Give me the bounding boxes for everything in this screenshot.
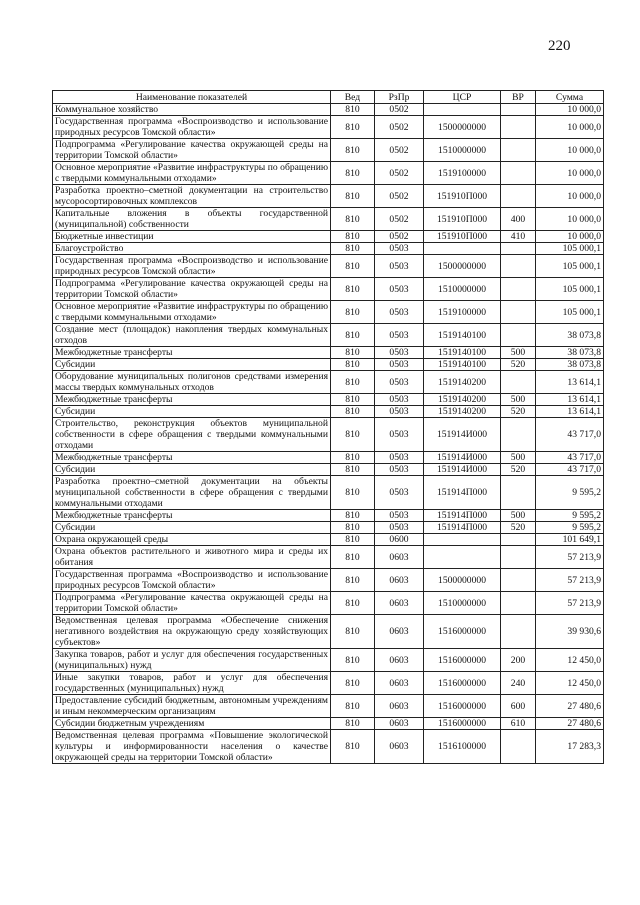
row-name-cell: Капитальные вложения в объекты государственной (муниципальной) собственности <box>53 208 331 231</box>
row-name-cell: Коммунальное хозяйство <box>53 104 331 116</box>
row-vr-cell: 500 <box>501 347 536 359</box>
row-vr-cell <box>501 104 536 116</box>
row-sum-cell: 12 450,0 <box>536 649 604 672</box>
row-vr-cell <box>501 546 536 569</box>
table-row <box>53 185 604 208</box>
row-csr-cell: 1516000000 <box>424 672 501 695</box>
row-vr-cell <box>501 301 536 324</box>
row-sum-cell: 27 480,6 <box>536 695 604 718</box>
table-row <box>53 730 604 764</box>
row-name-cell: Государственная программа «Воспроизводство и использование природных ресурсов Томской области» <box>53 569 331 592</box>
table-row <box>53 208 604 231</box>
row-rzpr-cell: 0502 <box>375 139 424 162</box>
row-ved-cell: 810 <box>331 406 375 418</box>
row-name-cell: Субсидии <box>53 406 331 418</box>
row-vr-cell: 400 <box>501 208 536 231</box>
row-sum-cell: 101 649,1 <box>536 534 604 546</box>
row-ved-cell: 810 <box>331 569 375 592</box>
row-vr-cell: 410 <box>501 231 536 243</box>
table-body <box>53 104 604 764</box>
row-vr-cell <box>501 243 536 255</box>
page-number: 220 <box>548 38 571 54</box>
row-rzpr-cell: 0503 <box>375 255 424 278</box>
row-ved-cell: 810 <box>331 510 375 522</box>
row-csr-cell: 151914И000 <box>424 452 501 464</box>
row-csr-cell <box>424 546 501 569</box>
row-vr-cell: 520 <box>501 522 536 534</box>
row-ved-cell: 810 <box>331 476 375 510</box>
row-ved-cell: 810 <box>331 546 375 569</box>
row-ved-cell: 810 <box>331 359 375 371</box>
row-vr-cell <box>501 255 536 278</box>
row-rzpr-cell: 0603 <box>375 569 424 592</box>
row-csr-cell <box>424 534 501 546</box>
row-name-cell: Подпрограмма «Регулирование качества окружающей среды на территории Томской области» <box>53 139 331 162</box>
row-sum-cell: 10 000,0 <box>536 104 604 116</box>
row-rzpr-cell: 0503 <box>375 464 424 476</box>
table-row <box>53 718 604 730</box>
table-row <box>53 324 604 347</box>
row-rzpr-cell: 0503 <box>375 522 424 534</box>
row-name-cell: Бюджетные инвестиции <box>53 231 331 243</box>
row-rzpr-cell: 0502 <box>375 116 424 139</box>
row-rzpr-cell: 0603 <box>375 718 424 730</box>
row-rzpr-cell: 0503 <box>375 347 424 359</box>
row-rzpr-cell: 0503 <box>375 394 424 406</box>
row-ved-cell: 810 <box>331 452 375 464</box>
row-csr-cell: 1519140100 <box>424 359 501 371</box>
row-ved-cell: 810 <box>331 649 375 672</box>
row-ved-cell: 810 <box>331 615 375 649</box>
row-csr-cell: 1519100000 <box>424 301 501 324</box>
row-sum-cell: 43 717,0 <box>536 418 604 452</box>
row-sum-cell: 57 213,9 <box>536 546 604 569</box>
row-rzpr-cell: 0503 <box>375 418 424 452</box>
row-rzpr-cell: 0603 <box>375 672 424 695</box>
row-vr-cell <box>501 278 536 301</box>
row-csr-cell: 1500000000 <box>424 116 501 139</box>
row-csr-cell: 1516000000 <box>424 695 501 718</box>
row-vr-cell: 610 <box>501 718 536 730</box>
table-row <box>53 510 604 522</box>
row-vr-cell: 520 <box>501 359 536 371</box>
row-ved-cell: 810 <box>331 371 375 394</box>
row-ved-cell: 810 <box>331 255 375 278</box>
row-rzpr-cell: 0502 <box>375 185 424 208</box>
row-ved-cell: 810 <box>331 718 375 730</box>
row-rzpr-cell: 0502 <box>375 231 424 243</box>
row-sum-cell: 13 614,1 <box>536 394 604 406</box>
row-vr-cell <box>501 139 536 162</box>
row-ved-cell: 810 <box>331 116 375 139</box>
row-csr-cell: 1500000000 <box>424 569 501 592</box>
row-sum-cell: 10 000,0 <box>536 116 604 139</box>
row-sum-cell: 12 450,0 <box>536 672 604 695</box>
row-name-cell: Закупка товаров, работ и услуг для обеспечения государственных (муниципальных) нужд <box>53 649 331 672</box>
row-sum-cell: 43 717,0 <box>536 464 604 476</box>
row-name-cell: Основное мероприятие «Развитие инфраструктуры по обращению с твердыми коммунальными отходами» <box>53 301 331 324</box>
row-rzpr-cell: 0503 <box>375 406 424 418</box>
table-row <box>53 162 604 185</box>
row-rzpr-cell: 0502 <box>375 104 424 116</box>
table-row <box>53 546 604 569</box>
row-ved-cell: 810 <box>331 394 375 406</box>
row-sum-cell: 43 717,0 <box>536 452 604 464</box>
row-sum-cell: 9 595,2 <box>536 476 604 510</box>
row-csr-cell: 1519140200 <box>424 406 501 418</box>
row-ved-cell: 810 <box>331 695 375 718</box>
row-csr-cell: 151910П000 <box>424 231 501 243</box>
row-rzpr-cell: 0603 <box>375 649 424 672</box>
table-row <box>53 452 604 464</box>
row-rzpr-cell: 0503 <box>375 452 424 464</box>
row-vr-cell: 240 <box>501 672 536 695</box>
row-rzpr-cell: 0600 <box>375 534 424 546</box>
row-name-cell: Подпрограмма «Регулирование качества окружающей среды на территории Томской области» <box>53 278 331 301</box>
row-sum-cell: 57 213,9 <box>536 592 604 615</box>
row-name-cell: Разработка проектно–сметной документации на объекты муниципальной собственности в сфере обращения с твердыми коммунальными отходами <box>53 476 331 510</box>
row-rzpr-cell: 0502 <box>375 162 424 185</box>
row-csr-cell: 151914П000 <box>424 522 501 534</box>
row-vr-cell <box>501 534 536 546</box>
row-name-cell: Иные закупки товаров, работ и услуг для обеспечения государственных (муниципальных) нужд <box>53 672 331 695</box>
table-row <box>53 615 604 649</box>
row-csr-cell: 1519140200 <box>424 371 501 394</box>
row-ved-cell: 810 <box>331 162 375 185</box>
row-name-cell: Предоставление субсидий бюджетным, автономным учреждениям и иным некоммерческим организациям <box>53 695 331 718</box>
table-row <box>53 394 604 406</box>
table-row <box>53 116 604 139</box>
row-name-cell: Субсидии бюджетным учреждениям <box>53 718 331 730</box>
row-sum-cell: 38 073,8 <box>536 347 604 359</box>
row-ved-cell: 810 <box>331 243 375 255</box>
row-ved-cell: 810 <box>331 208 375 231</box>
row-name-cell: Оборудование муниципальных полигонов средствами измерения массы твердых коммунальных отходов <box>53 371 331 394</box>
row-rzpr-cell: 0503 <box>375 476 424 510</box>
row-csr-cell: 151914П000 <box>424 510 501 522</box>
row-vr-cell <box>501 476 536 510</box>
table-row <box>53 464 604 476</box>
row-ved-cell: 810 <box>331 534 375 546</box>
table-row <box>53 534 604 546</box>
row-name-cell: Государственная программа «Воспроизводство и использование природных ресурсов Томской области» <box>53 116 331 139</box>
row-vr-cell <box>501 324 536 347</box>
table-header-row <box>53 91 604 104</box>
row-sum-cell: 57 213,9 <box>536 569 604 592</box>
table-row <box>53 476 604 510</box>
row-sum-cell: 38 073,8 <box>536 324 604 347</box>
row-csr-cell: 151914И000 <box>424 464 501 476</box>
row-csr-cell: 1516000000 <box>424 649 501 672</box>
table-row <box>53 301 604 324</box>
row-vr-cell: 520 <box>501 464 536 476</box>
row-name-cell: Благоустройство <box>53 243 331 255</box>
row-sum-cell: 10 000,0 <box>536 231 604 243</box>
row-vr-cell: 500 <box>501 510 536 522</box>
row-sum-cell: 9 595,2 <box>536 510 604 522</box>
row-csr-cell <box>424 104 501 116</box>
row-name-cell: Строительство, реконструкция объектов муниципальной собственности в сфере обращения с твердыми коммунальными отходами <box>53 418 331 452</box>
row-ved-cell: 810 <box>331 418 375 452</box>
row-name-cell: Ведомственная целевая программа «Обеспечение снижения негативного воздействия на окружающую среду хозяйствующих субъектов» <box>53 615 331 649</box>
row-rzpr-cell: 0603 <box>375 546 424 569</box>
column-header-name: Наименование показателей <box>53 91 331 104</box>
row-name-cell: Межбюджетные трансферты <box>53 347 331 359</box>
row-sum-cell: 105 000,1 <box>536 301 604 324</box>
row-vr-cell <box>501 116 536 139</box>
row-csr-cell: 1519140100 <box>424 324 501 347</box>
row-vr-cell <box>501 569 536 592</box>
row-name-cell: Подпрограмма «Регулирование качества окружающей среды на территории Томской области» <box>53 592 331 615</box>
row-csr-cell: 1510000000 <box>424 139 501 162</box>
row-rzpr-cell: 0503 <box>375 510 424 522</box>
table-row <box>53 649 604 672</box>
row-name-cell: Охрана окружающей среды <box>53 534 331 546</box>
row-rzpr-cell: 0603 <box>375 730 424 764</box>
table-row <box>53 406 604 418</box>
table-row <box>53 695 604 718</box>
table-row <box>53 371 604 394</box>
row-vr-cell: 500 <box>501 394 536 406</box>
row-sum-cell: 10 000,0 <box>536 139 604 162</box>
table-row <box>53 418 604 452</box>
row-csr-cell: 151914П000 <box>424 476 501 510</box>
table-row <box>53 231 604 243</box>
row-rzpr-cell: 0503 <box>375 359 424 371</box>
row-csr-cell: 151910П000 <box>424 208 501 231</box>
row-vr-cell <box>501 185 536 208</box>
row-csr-cell: 1510000000 <box>424 592 501 615</box>
row-ved-cell: 810 <box>331 672 375 695</box>
row-csr-cell: 1516000000 <box>424 615 501 649</box>
row-csr-cell <box>424 243 501 255</box>
row-sum-cell: 9 595,2 <box>536 522 604 534</box>
row-name-cell: Государственная программа «Воспроизводство и использование природных ресурсов Томской области» <box>53 255 331 278</box>
row-vr-cell <box>501 418 536 452</box>
table-row <box>53 104 604 116</box>
row-csr-cell: 1500000000 <box>424 255 501 278</box>
table-row <box>53 255 604 278</box>
table-row <box>53 672 604 695</box>
row-rzpr-cell: 0503 <box>375 278 424 301</box>
row-ved-cell: 810 <box>331 324 375 347</box>
row-csr-cell: 1510000000 <box>424 278 501 301</box>
row-sum-cell: 38 073,8 <box>536 359 604 371</box>
column-header-rzpr: РзПр <box>375 91 424 104</box>
row-rzpr-cell: 0603 <box>375 592 424 615</box>
row-csr-cell: 1519140200 <box>424 394 501 406</box>
row-ved-cell: 810 <box>331 730 375 764</box>
row-name-cell: Субсидии <box>53 522 331 534</box>
row-csr-cell: 1516100000 <box>424 730 501 764</box>
row-name-cell: Создание мест (площадок) накопления твердых коммунальных отходов <box>53 324 331 347</box>
table-row <box>53 592 604 615</box>
row-ved-cell: 810 <box>331 464 375 476</box>
row-ved-cell: 810 <box>331 522 375 534</box>
row-ved-cell: 810 <box>331 139 375 162</box>
budget-table <box>52 90 604 764</box>
row-ved-cell: 810 <box>331 278 375 301</box>
row-vr-cell: 500 <box>501 452 536 464</box>
row-rzpr-cell: 0603 <box>375 695 424 718</box>
row-name-cell: Межбюджетные трансферты <box>53 452 331 464</box>
table-row <box>53 347 604 359</box>
row-ved-cell: 810 <box>331 185 375 208</box>
row-csr-cell: 151910П000 <box>424 185 501 208</box>
row-sum-cell: 105 000,1 <box>536 243 604 255</box>
row-sum-cell: 17 283,3 <box>536 730 604 764</box>
table-row <box>53 139 604 162</box>
row-vr-cell: 520 <box>501 406 536 418</box>
column-header-ved: Вед <box>331 91 375 104</box>
table-row <box>53 243 604 255</box>
row-ved-cell: 810 <box>331 104 375 116</box>
row-csr-cell: 1516000000 <box>424 718 501 730</box>
row-ved-cell: 810 <box>331 347 375 359</box>
row-name-cell: Основное мероприятие «Развитие инфраструктуры по обращению с твердыми коммунальными отходами» <box>53 162 331 185</box>
row-name-cell: Межбюджетные трансферты <box>53 510 331 522</box>
row-name-cell: Субсидии <box>53 464 331 476</box>
table-row <box>53 359 604 371</box>
row-vr-cell: 200 <box>501 649 536 672</box>
row-rzpr-cell: 0503 <box>375 243 424 255</box>
row-rzpr-cell: 0503 <box>375 324 424 347</box>
row-sum-cell: 105 000,1 <box>536 278 604 301</box>
row-ved-cell: 810 <box>331 231 375 243</box>
row-rzpr-cell: 0502 <box>375 208 424 231</box>
row-sum-cell: 27 480,6 <box>536 718 604 730</box>
row-rzpr-cell: 0503 <box>375 301 424 324</box>
row-vr-cell <box>501 162 536 185</box>
table-row <box>53 522 604 534</box>
row-sum-cell: 39 930,6 <box>536 615 604 649</box>
row-vr-cell <box>501 730 536 764</box>
row-name-cell: Охрана объектов растительного и животного мира и среды их обитания <box>53 546 331 569</box>
row-name-cell: Субсидии <box>53 359 331 371</box>
row-ved-cell: 810 <box>331 301 375 324</box>
row-name-cell: Ведомственная целевая программа «Повышение экологической культуры и информированности населения о качестве окружающей среды на территории Томской области» <box>53 730 331 764</box>
row-vr-cell <box>501 615 536 649</box>
column-header-vr: ВР <box>501 91 536 104</box>
row-sum-cell: 105 000,1 <box>536 255 604 278</box>
row-rzpr-cell: 0603 <box>375 615 424 649</box>
row-vr-cell: 600 <box>501 695 536 718</box>
table-row <box>53 278 604 301</box>
row-sum-cell: 13 614,1 <box>536 371 604 394</box>
row-rzpr-cell: 0503 <box>375 371 424 394</box>
row-csr-cell: 1519140100 <box>424 347 501 359</box>
table-row <box>53 569 604 592</box>
row-name-cell: Разработка проектно–сметной документации на строительство мусоросортировочных комплексов <box>53 185 331 208</box>
row-vr-cell <box>501 592 536 615</box>
column-header-csr: ЦСР <box>424 91 501 104</box>
row-ved-cell: 810 <box>331 592 375 615</box>
row-name-cell: Межбюджетные трансферты <box>53 394 331 406</box>
column-header-sum: Сумма <box>536 91 604 104</box>
row-sum-cell: 10 000,0 <box>536 185 604 208</box>
row-csr-cell: 151914И000 <box>424 418 501 452</box>
row-sum-cell: 10 000,0 <box>536 162 604 185</box>
row-vr-cell <box>501 371 536 394</box>
row-sum-cell: 13 614,1 <box>536 406 604 418</box>
row-sum-cell: 10 000,0 <box>536 208 604 231</box>
row-csr-cell: 1519100000 <box>424 162 501 185</box>
